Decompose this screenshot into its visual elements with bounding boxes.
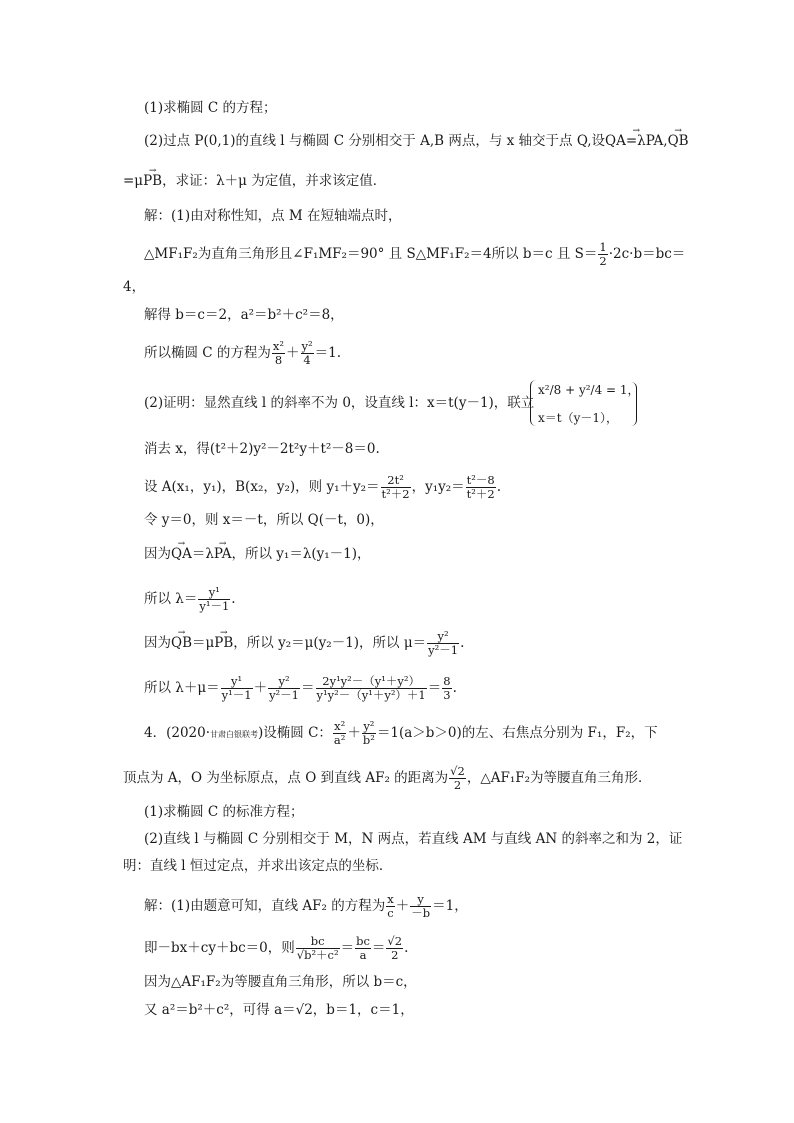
system-equation-1: x²/8 + y²/4 = 1， bbox=[538, 383, 640, 397]
text-line: 因为→ QA＝λ→ PA，所以 y₁＝λ(y₁－1)， bbox=[144, 545, 371, 563]
system-equation-2: x＝t（y－1）， bbox=[538, 411, 619, 425]
text-line: (1)求椭圆 C 的方程； bbox=[144, 100, 277, 116]
text-line: 解：(1)由对称性知，点 M 在短轴端点时， bbox=[144, 208, 402, 224]
fraction: $\frac{x}{c}$ bbox=[387, 892, 394, 920]
text-line: △MF₁F₂为直角三角形且∠F₁MF₂＝90° 且 S△MF₁F₂＝4所以 b＝c 且 S＝ $\frac{1}{2}$ ·2c·b＝bc＝ bbox=[144, 240, 686, 268]
text-line: 因为→ QB＝μ→ PB，所以 y₂＝μ(y₂－1)，所以 μ＝ $\frac{\text{y²}}{\text{y²－1}}$ . bbox=[144, 630, 464, 657]
fraction: $\frac{\text{x²}}{\text{a²}}$ bbox=[333, 719, 346, 747]
fraction: $\frac{bc}{a}$ bbox=[356, 934, 370, 962]
text-line: 解：(1)由题意可知，直线 AF₂ 的方程为 $\frac{x}{c}$ ＋ $\frac{y}{-b}$ ＝1， bbox=[144, 892, 468, 920]
text-line: 所以 λ＝ $\frac{\text{y¹}}{\text{y¹－1}}$ . bbox=[144, 585, 236, 613]
text-line: 即－bx＋cy＋bc＝0，则 $\frac{bc}{\text{√b²＋c²}}$ ＝ $\frac{bc}{a}$ ＝ $\frac{√2}{2}$ . bbox=[144, 934, 409, 962]
fraction: $\frac{\text{y²}}{\text{b²}}$ bbox=[362, 719, 375, 747]
fraction: $\frac{bc}{\text{√b²＋c²}}$ bbox=[296, 934, 339, 962]
text-line: 所以 λ＋μ＝ $\frac{\text{y¹}}{\text{y¹－1}}$ ＋ $\frac{\text{y²}}{\text{y²－1}}$ ＝ $\frac{\text{2y¹y²－（y¹＋y²）}}{\text{y¹y²－（y¹＋y²）＋1}}$ ＝ $\frac{8}{3}$ . bbox=[144, 674, 457, 702]
text-line: 令 y＝0，则 x＝－t，所以 Q(－t，0)， bbox=[144, 512, 384, 528]
text-line: (2)过点 P(0,1)的直线 l 与椭圆 C 分别相交于 A,B 两点，与 x 轴交于点 Q,设→ QA=λPA,→ QB bbox=[144, 132, 689, 150]
text-line: 明：直线 l 恒过定点，并求出该定点的坐标． bbox=[123, 858, 393, 874]
fraction: $\frac{\text{t²－8}}{\text{t²＋2}}$ bbox=[466, 473, 495, 501]
text-line: 设 A(x₁，y₁)，B(x₂，y₂)，则 y₁＋y₂＝ $\frac{\text{2t²}}{\text{t²＋2}}$ ，y₁y₂＝ $\frac{\text{t²－8}}{\text{t²＋2}}$ . bbox=[144, 473, 502, 501]
fraction: $\frac{\text{y¹}}{\text{y¹－1}}$ bbox=[199, 585, 230, 613]
text-line: 所以椭圆 C 的方程为 $\frac{\text{x²}}{8}$ ＋ $\frac{\text{y²}}{4}$ ＝1. bbox=[144, 339, 342, 367]
fraction: $\frac{y}{-b}$ bbox=[411, 892, 431, 920]
text-line: 顶点为 A，O 为坐标原点，点 O 到直线 AF₂ 的距离为 $\frac{√2}{2}$ ，△AF₁F₂为等腰直角三角形． bbox=[123, 764, 652, 792]
fraction: $\frac{\text{y²}}{\text{y²－1}}$ bbox=[428, 629, 459, 657]
text-line: 因为△AF₁F₂为等腰直角三角形，所以 b＝c， bbox=[144, 974, 417, 990]
text-line: =μ→ PB，求证：λ＋μ 为定值，并求该定值． bbox=[123, 172, 386, 190]
fraction: $\frac{1}{2}$ bbox=[599, 240, 607, 268]
text-line: 4．(2020·甘肃白银联考)设椭圆 C： $\frac{\text{x²}}{\text{a²}}$ ＋ $\frac{\text{y²}}{\text{b²}}$ ＝1(a＞b＞0)的左、右焦点分别为 F₁，F₂，下 bbox=[144, 719, 658, 747]
fraction: $\frac{\text{y²}}{\text{y²－1}}$ bbox=[269, 674, 299, 702]
fraction: $\frac{\text{x²}}{8}$ bbox=[272, 339, 285, 367]
text-line: 又 a²＝b²＋c²，可得 a＝√2，b＝1，c＝1， bbox=[144, 1002, 414, 1018]
fraction: $\frac{√2}{2}$ bbox=[387, 934, 403, 962]
fraction: $\frac{8}{3}$ bbox=[443, 674, 451, 702]
fraction: $\frac{\text{2y¹y²－（y¹＋y²）}}{\text{y¹y²－（y¹＋y²）＋1}}$ bbox=[316, 674, 426, 702]
text-line: (1)求椭圆 C 的标准方程； bbox=[144, 804, 304, 820]
fraction: $\frac{\text{y¹}}{\text{y¹－1}}$ bbox=[221, 674, 252, 702]
fraction: $\frac{√2}{2}$ bbox=[450, 764, 465, 792]
text-line: (2)证明：显然直线 l 的斜率不为 0，设直线 l：x＝t(y－1)，联立 bbox=[144, 395, 535, 411]
text-line: (2)直线 l 与椭圆 C 分别相交于 M，N 两点，若直线 AM 与直线 AN 的斜率之和为 2，证 bbox=[144, 831, 683, 847]
fraction: $\frac{\text{y²}}{4}$ bbox=[301, 339, 313, 367]
text-line: 4， bbox=[123, 279, 146, 295]
text-line: 消去 x，得(t²＋2)y²－2t²y＋t²－8＝0. bbox=[144, 441, 380, 457]
fraction: $\frac{\text{2t²}}{\text{t²＋2}}$ bbox=[381, 473, 410, 501]
text-line: 解得 b＝c＝2，a²＝b²＋c²＝8， bbox=[144, 307, 344, 323]
